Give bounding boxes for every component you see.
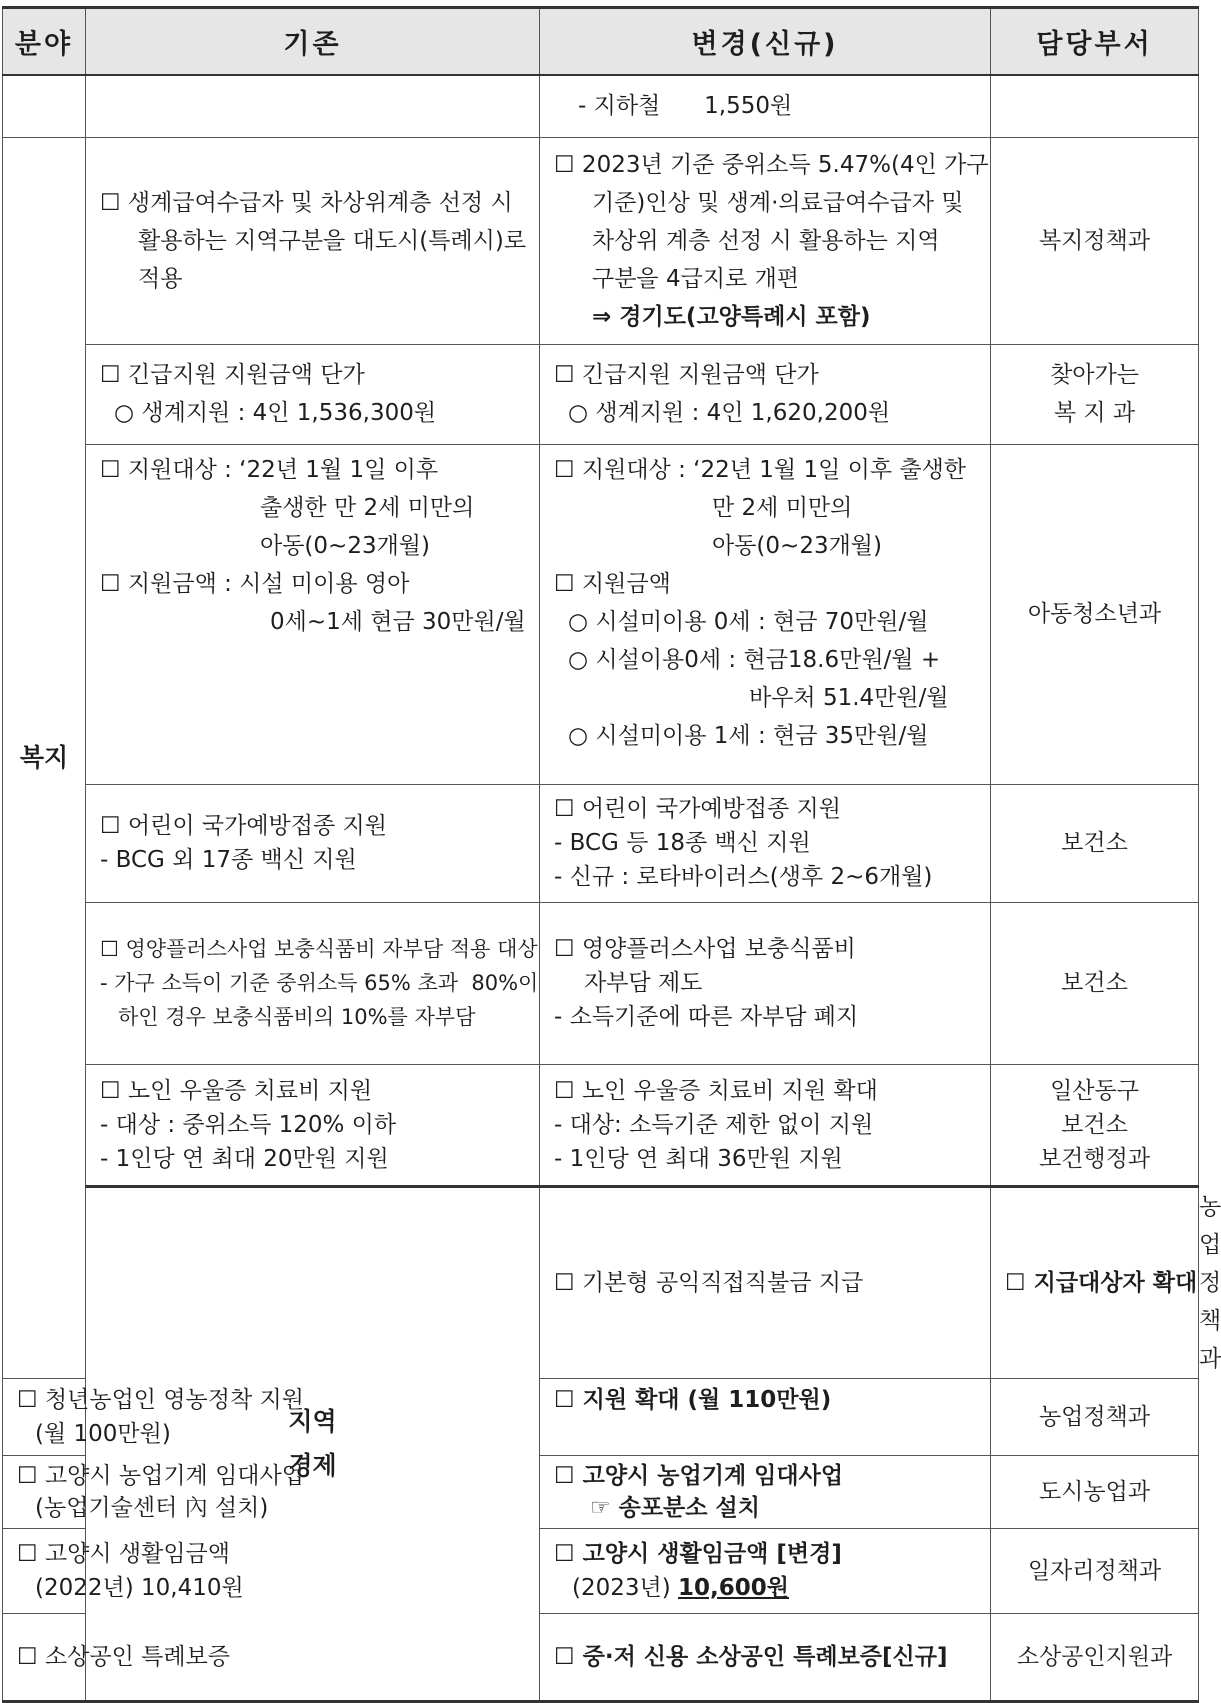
changed-cell [540,1528,991,1613]
dept-cell: 농업정책과 [991,1378,1199,1455]
text-line: ☐ 노인 우울증 치료비 지원 [100,1077,373,1104]
text-line: 기준)인상 및 생계·의료급여수급자 및 [592,189,964,216]
changed-cell [540,1064,991,1186]
text-line: 아동(0~23개월) [260,532,430,559]
changed-cell [540,75,991,137]
existing-cell [3,1378,304,1455]
text-line: ○ 생계지원 : 4인 1,536,300원 [114,400,437,426]
dept-cell: 보건소 [991,902,1199,1064]
text-line: - 1인당 연 최대 36만원 지원 [554,1145,843,1172]
table-row [3,1064,1199,1186]
text-line: ☐ 기본형 공익직접직불금 지급 [554,1269,864,1296]
text-line: ☐ 고양시 농업기계 임대사업 [554,1462,844,1489]
text-line: ☐ 중·저 신용 소상공인 특례보증[신규] [554,1643,948,1670]
header-changed: 변경(신규) [540,8,991,76]
text-line: 자부담 제도 [584,970,703,996]
text-line: ☐ 영양플러스사업 보충식품비 [554,936,856,962]
existing-cell [86,137,540,344]
changed-cell [540,1378,991,1455]
year-text: (2023년) [572,1574,679,1601]
text-line: 0세~1세 현금 30만원/월 [270,608,526,635]
text-line: 출생한 만 2세 미만의 [260,494,475,521]
changed-cell [540,784,991,902]
text-line: 보건소 [1061,1111,1128,1138]
dept-cell: 일자리정책과 [991,1528,1199,1613]
text-line: - BCG 외 17종 백신 지원 [100,847,357,873]
header-dept: 담당부서 [991,8,1199,76]
text-line: ○ 생계지원 : 4인 1,620,200원 [568,400,891,426]
existing-cell [540,1186,991,1378]
text-line: 하인 경우 보충식품비의 10%를 자부담 [118,1005,476,1029]
header-field: 분야 [3,8,86,76]
text-line: 바우처 51.4만원/월 [749,684,949,711]
text-line: - 1인당 연 최대 20만원 지원 [100,1145,389,1172]
text-line: ☐ 노인 우울증 치료비 지원 확대 [554,1077,878,1104]
text-line: ☐ 긴급지원 지원금액 단가 [100,362,365,388]
text-line: - 대상: 소득기준 제한 없이 지원 [554,1111,874,1138]
text-line: (농업기술센터 內 설치) [35,1494,269,1521]
text-line: 적용 [138,265,183,292]
text-line: ☐ 고양시 생활임금액 [변경] [554,1540,842,1567]
table-row [3,902,1199,1064]
existing-cell [3,1455,304,1528]
table-row [3,137,1199,344]
text-line: ☐ 긴급지원 지원금액 단가 [554,362,819,388]
text-line: - 가구 소득이 기준 중위소득 65% 초과 80%이 [100,971,539,995]
text-line: 구분을 4급지로 개편 [592,265,799,292]
text-line: ☐ 지원대상 : ‘22년 1월 1일 이후 출생한 [554,456,967,483]
dept-cell [991,75,1199,137]
existing-cell [86,1064,540,1186]
text-line: ☐ 어린이 국가예방접종 지원 [100,813,387,839]
existing-cell [86,344,540,444]
dept-cell [991,344,1199,444]
header-row [3,8,1199,76]
text-line: 지역 [288,1406,337,1436]
wage-amount: 10,600원 [678,1574,789,1601]
text-line: ☐ 생계급여수급자 및 차상위계층 선정 시 [100,189,513,216]
text-line: 경제 [288,1450,337,1480]
text-line: 활용하는 지역구분을 대도시(특례시)로 [138,227,527,254]
text-line: 복 지 과 [1053,400,1136,426]
text-line: 아동(0~23개월) [712,532,882,559]
changed-cell [540,137,991,344]
existing-cell [86,444,540,784]
text-line: ☐ 지원 확대 (월 110만원) [554,1386,832,1413]
text-line: ⇒ 경기도(고양특례시 포함) [592,303,871,330]
text-line: (2022년) 10,410원 [35,1574,244,1601]
existing-cell [3,1528,244,1613]
text-line: ☞ 송포분소 설치 [590,1494,760,1521]
table-row: 지역 경제 ☐ 기본형 공익직접직불금 지급 ☐ 지급대상자 확대 농업정책과 [3,1186,1199,1378]
policy-change-table [2,6,1221,1703]
dept-cell: 소상공인지원과 [991,1613,1199,1701]
existing-cell [86,784,540,902]
text-line [554,1571,978,1605]
text-line: - 소득기준에 따른 자부담 폐지 [554,1004,859,1030]
text-line: ☐ 영양플러스사업 보충식품비 자부담 적용 대상 [100,937,538,961]
text-line: ☐ 청년농업인 영농정착 지원 [17,1386,304,1413]
changed-cell [540,1613,991,1701]
text-line: ☐ 지원금액 [554,570,671,597]
text-line: - 대상 : 중위소득 120% 이하 [100,1111,397,1138]
text-line: ☐ 지원금액 : 시설 미이용 영아 [100,570,410,597]
text-line: ☐ 고양시 생활임금액 [17,1540,230,1567]
table-row [3,75,1199,137]
text-line: ☐ 고양시 농업기계 임대사업 [17,1462,304,1489]
text-line: ☐ 소상공인 특례보증 [17,1643,230,1670]
text-line: - 지하철 1,550원 [578,93,793,120]
dept-cell: 보건소 [991,784,1199,902]
existing-cell [86,902,540,1064]
category-welfare: 복지 [3,137,86,1378]
dept-cell: 아동청소년과 [991,444,1199,784]
text-line: ○ 시설이용0세 : 현금18.6만원/월 + [568,646,941,673]
changed-cell [540,902,991,1064]
text-line: (월 100만원) [35,1420,171,1447]
changed-cell [991,1186,1199,1378]
text-line: 찾아가는 [1050,362,1139,388]
text-line: ○ 시설미이용 0세 : 현금 70만원/월 [568,608,929,635]
text-line: 차상위 계층 선정 시 활용하는 지역 [592,227,940,254]
text-line: ☐ 지급대상자 확대 [1005,1269,1198,1296]
text-line: ○ 시설미이용 1세 : 현금 35만원/월 [568,722,929,749]
text-line: - BCG 등 18종 백신 지원 [554,830,811,856]
table-row [3,444,1199,784]
dept-cell: 도시농업과 [991,1455,1199,1528]
header-existing: 기존 [86,8,540,76]
changed-cell [540,1455,991,1528]
text-line: 일산동구 [1050,1077,1139,1104]
text-line: - 신규 : 로타바이러스(생후 2~6개월) [554,864,933,890]
table-row [3,784,1199,902]
dept-cell: 복지정책과 [991,137,1199,344]
text-line: ☐ 지원대상 : ‘22년 1월 1일 이후 [100,456,439,483]
existing-cell [86,75,540,137]
field-cell [3,75,86,137]
changed-cell [540,444,991,784]
table-row [3,344,1199,444]
dept-cell [991,1064,1199,1186]
changed-cell [540,344,991,444]
text-line: ☐ 어린이 국가예방접종 지원 [554,796,841,822]
text-line: 보건행정과 [1038,1145,1151,1172]
text-line: ☐ 2023년 기준 중위소득 5.47%(4인 가구 [554,151,989,178]
text-line: 만 2세 미만의 [712,494,853,521]
existing-cell [3,1613,230,1701]
